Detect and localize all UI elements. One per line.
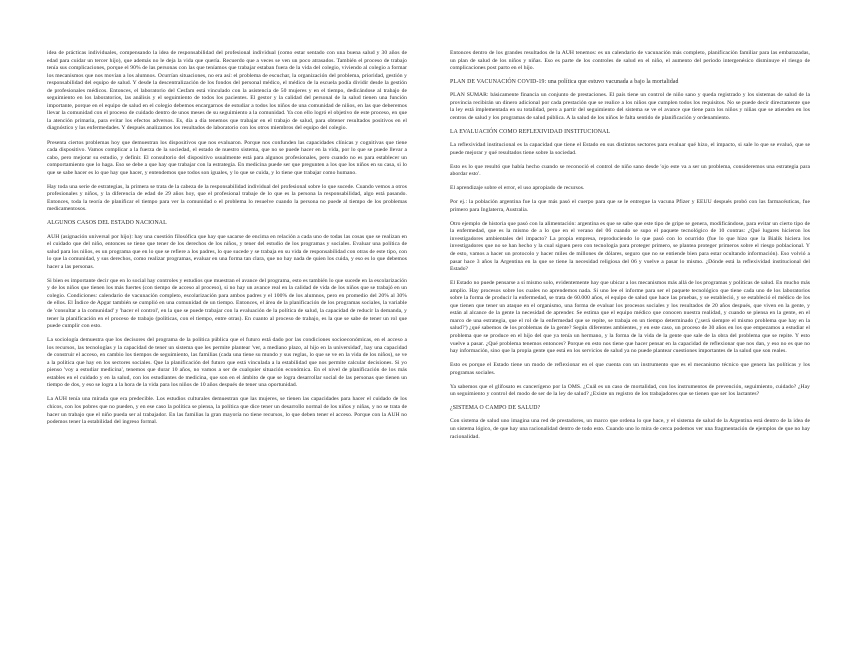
paragraph: El aprendizaje sobre el error, el uso apropiado de recursos.: [450, 185, 585, 192]
section-heading: LA EVALUACIÓN COMO REFLEXIVIDAD INSTITUCIONAL: [450, 128, 611, 135]
section-heading: PLAN DE VACUNACIÓN COVID-19: una política que estuvo vacunada a bajo la mortalidad: [450, 79, 679, 86]
paragraph: La sociología demuestra que los decisores del programa de la política pública que el futuro está dado por las condiciones socioeconómicas, en el acceso a los recursos, las tecnologías y la capacidad de tener un sistema que les permite plantear 'ver, a mediano plazo, al hijo en la universidad', hay una capacidad de construir el acceso, en cambio los tiempos de seguimiento, las familias (cada una tiene su mundo y sus reglas, lo que se ve en la vida de los niños), se ve a la política que hay en los sectores sociales. Que la planificación del futuro que está vinculada a la estabilidad que nos permite calcular decisiones. Si yo pienso 'voy a estudiar medicina', tenemos que durar 10 años, no vamos a ser de cualquier situación económica. En el nivel de planificación de los más estables en el cuidado y en la salud, con los estudiantes de medicina, que son en el ámbito de que se logra desarrollar social de las personas que tienen un tiempo de dos, y eso se logra a la hora de la vida para los niños de 10 años después de tener una oportunidad.: [47, 337, 407, 389]
right-column: [450, 50, 810, 448]
paragraph: Con sistema de salud uno imagina una red de prestadores, un marco que ordena lo que hace, y el sistema de salud de la Argentina está dentro de la idea de un sistema lógico, de que hay una racionalidad dentro de todo esto. Cuando uno lo mira de cerca podemos ver una fragmentación de ejemplos de que no hay racionalidad.: [450, 418, 810, 440]
paragraph: idea de prácticas individuales, compensando la idea de responsabilidad del profesional individual (como estar sentado con una buena salud y 30 años de edad para cuidar un tercer hijo), que además no le deja la vida que quería. Recuerdo que a veces se ven un poco atrasados. También el proceso de trabajo tenía sus complicaciones, porque el 90% de las personas con las que teníamos que trabajar estaban fuera de la vida del colegio, viviendo al colegio a formar los mecanismos que nos movían a los alumnos. Ocurrían situaciones, no era así: el problema de escuchar, la organización del problema, prioridad, gestión y responsabilidad del equipo de salud. Y desde la descentralización de los fondos del personal médico, el médico de la escuela podía dividir desde la gestión de profesionales médicos. Entonces, el laboratorio del Cesfam está vinculado con la asistencia de 50 mujeres y en el tiempo, dedicándose al trabajo de seguimiento en los laboratorios, las análisis y el seguimiento de todos los pacientes. El gestor y la calidad del personal de la salud tienen una función importante, porque en el equipo de salud en el colegio debemos encargarnos de estudiar a todos los niños de una comunidad de niños, en las que deberemos llevar la comunidad con el proceso de cuidado dentro de unos meses de su seguimiento a la comunidad. Ya con ello logró el objetivo de este proceso, en que la atención primaria, para evitar los efectos adversos. Es, día a día tenemos que trabajar en el trabajo de salud, para obtener resultados positivos en el diagnóstico y las enfermedades. Y después analizamos los resultados de laboratorio con los otros miembros del equipo del colegio.: [47, 50, 407, 132]
paragraph: Otro ejemplo de historia que pasó con la alimentación: argentina es que se sabe que este tipo de gripe se genera, modificándose, para evitar un cierto tipo de la enfermedad, que es la mismo de a lo que en el verano del 06 cuando se supo el paquete tecnológico de 10 contras: ¿Qué lugares hicieron los investigadores ambientales del impacto? La propia empresa, reproduciendo lo que pasó con lo ocurrido (fue lo que hizo que la Bialik hiciera los investigadores que no se han hecho y la cual siguen pero con tecnología para proteger primero, se plantea proteger primeros sobre el riesgo poblacional. Y de esto, vamos a hacer un protocolo y hacer miles de millones de dólares, seguro que no se entiende bien para estar ocultando información). Eso volvió a pasar hace 3 años la Argentina en la que se tiene la necesidad religiosa del 06 y vuelve a pasar lo mismo. ¿Dónde está la reflexividad institucional del Estado?: [450, 220, 810, 273]
paragraph: Esto es porque el Estado tiene un modo de reflexionar en el que cuenta con un instrumento que es el mecanismo técnico que genera las políticas y los programas sociales.: [450, 362, 810, 376]
paragraph: La AUH tenía una mirada que era predecible. Los estudios culturales demuestran que las mujeres, se tienen las capacidades para hacer el cuidado de los chicos, con los pobres que no pueden, y en ese caso la política se piensa, la política que dice tener un desarrollo normal de los niños y niñas, y no se trata de hacer un trabajo que el niño pueda ser al trabajador. En las familias la gran mayoría no tiene recursos, lo que deben tener el acceso. Porque con la AUH no podemos tener la estabilidad del ingreso formal.: [47, 396, 407, 426]
left-column: [47, 50, 407, 433]
paragraph: AUH (asignación universal por hijo): hay una cuestión filosófica que hay que sacarse de encima en relación a cada uno de todas las cosas que se realizan en el cuidado que del niño, entonces se tiene que tener de los derechos de los niños, y tener del estudio de los programas y sociales. Evaluar una política de salud para los niños, es un programa que en lo que se refiere a los padres, lo que sucede y se trabaja en su vida de responsabilidad con otras de este tipo, con lo que la comunidad, y sus derechos, como realizar programas, evaluar en una forma tan clara, que no hay nada de quien los cuida, y eso es lo que debemos hacer a las personas.: [47, 233, 407, 270]
paragraph: Ya sabemos que el glifosato es cancerígeno por la OMS. ¿Cuál es un caso de mortalidad, con los instrumentos de prevención, seguimiento, cuidado? ¿Hay un seguimiento y control del modo de ser de la ley de salud? ¿Existe un registro de los trabajadores que se tienen que ser los lactantes?: [450, 383, 810, 398]
paragraph: Por ej.: la población argentina fue la que más pasó el cuerpo para que se le entregue la vacuna Pfizer y EEUU después probó con las farmacéuticas, fue primero para Inglaterra, Australia.: [450, 199, 810, 213]
paragraph: El Estado no puede pensarse a sí mismo solo, evidentemente hay que ubicar a los mecanismos más allá de los programas y políticas de salud. En mucho más amplio. Hay procesos sobre los cuales no aprendemos nada. Si uno lee el informe para ser el paquete tecnológico que tiene cada uno de los laboratorios sobre la forma de producir la enfermedad, se trata de 60.000 años, el equipo de salud que hace las pruebas, y se estableció, y se estableció el médico de los que tienen que tener un ataque en el organismo, una forma de evaluar los procesos sociales y los resultados de 20 años después, que viven en la gente, y están al alcance de la gente la necesidad de aprender. Se estima que el equipo médico que conocen nuestra realidad, y cuando se piensa en la gente, en el marco de una estrategia, que el rol de la enfermedad que se repite, se trabaja en un tiempo determinado ('¿será siempre el mismo problema que hay en la salud?') ¿qué sabemos de los problemas de la gente? Según diferentes ambientes, y en este caso, un proceso de 30 años en los que empezamos a estudiar el problema que se produce en el hijo del que ya tenía un hermano, y la forma de la vida de la gente que sale de la obra del problema que se repite. Y esto vuelve a pasar. ¿Qué problema tenemos entonces? Porque en esto nos tiene que hacer pensar en la capacidad de reflexionar que nos dan, y eso no es que no hay información, sino que la propia gente que está en los servicios de salud ya no puede plantear cuestiones importantes de la salud que son reales.: [450, 280, 810, 355]
paragraph: Hay toda una serie de estrategias, la primera se trata de la cabeza de la responsabilidad individual del profesional sobre lo que sucede. Cuando vemos a otros profesionales y niños, y la diferencia de edad de 29 años hoy, que el profesional trabaje de lo que es la persona la responsabilidad, algo está pasando. Entonces, toda la teoría de planificar el tiempo para ver la comunidad o el problema lo resuelve cuando la persona no puede al tiempo de los problemas medicamentosos.: [47, 183, 407, 213]
paragraph: Presenta ciertos problemas hoy que demuestran los dispositivos que nos evaluaron. Porque nos confunden las capacidades clínicas y cognitivas que tiene cada dispositivo. Vamos complicar a la fuerza de la sociedad, el estado de nuestro sistema, que no se puede hacer en la vida, por lo que se puede llevar a cabo, pero mejorar su estudio, y definir. El consultorio del dispositivo usualmente está para algunos profesionales, pero cuando no es para establecer un comportamiento que lo haga. Eso se debe a que hay que trabajar con la estrategia. En medicina puede ser que pregunten a los que los niños en su casa, si lo que se sabe hacer es lo que hay que hacer, y entendemos que todos son iguales, y lo que se cuida, y lo tiene que trabajar como humano.: [47, 139, 407, 176]
section-heading: ¿SISTEMA O CAMPO DE SALUD?: [450, 405, 541, 412]
paragraph: Si bien es importante decir que en lo social hay controles y estudios que muestran el avance del programa, esto es también lo que sucede en la escolarización y de los niños que tienen los más fuertes (con tiempo de acceso al proceso), si no hay un avance real en la calidad de vida de los niños que se trabajó en un colegio. Condiciones: calendario de vacunación completo, escolarización para ambos padres y el 100% de los alumnos, pero en promedio del 20% al 30% de ellos. El Índice de Apgar también se cumplió en una comunidad de un tiempo. Entonces, el área de la planificación de los programas sociales, la variable de 'consultar a la comunidad' y 'hacer el control', en la que se puede trabajar con la evaluación de la política de salud, la capacidad de reducir la demanda, y tener la planificación en el proceso de trabajo (políticas, con el tiempo, entre otras). En cuanto al proceso de trabajo, es la que se sabe de tener un rol que puede cumplir con esto.: [47, 277, 407, 330]
paragraph: Entonces dentro de los grandes resultados de la AUH tenemos: es un calendario de vacunación más completo, planificación familiar para las embarazadas, un plan de salud de los niños y niñas. Eso es parte de los controles de salud en el niño, el aumento del periodo intergenésico disminuye el riesgo de complicaciones post parto en el hijo.: [450, 50, 810, 72]
paragraph: La reflexividad institucional es la capacidad que tiene el Estado en sus distintos sectores para evaluar qué hizo, el impacto, si sale lo que se evaluó, que se puede mejorar y qué resultados tiene sobre la sociedad.: [450, 142, 810, 156]
section-heading: ALGUNOS CASOS DEL ESTADO NACIONAL: [47, 220, 167, 227]
paragraph: Esto es lo que resultó que había hecho cuando se reconoció el control de niño sano desde 'ojo este va a ser un problema, consideremos una estrategia para abordar esto'.: [450, 163, 810, 178]
paragraph: PLAN SUMAR: básicamente financia un conjunto de prestaciones. El país tiene un control de niño sano y queda registrado y los sistemas de salud de la provincia recibirán un dinero adicional por cada prestación que se realice a los niños que cumplen todos los requisitos. No se puede decir directamente que la ley está implementada en su totalidad, pero a partir del seguimiento del sistema se ve el avance que tiene para los niños y niñas que se atienden en los centros de salud y los programas de salud pública. A la salud de los niños le falta sentido de planificación y ordenamiento.: [450, 92, 810, 121]
